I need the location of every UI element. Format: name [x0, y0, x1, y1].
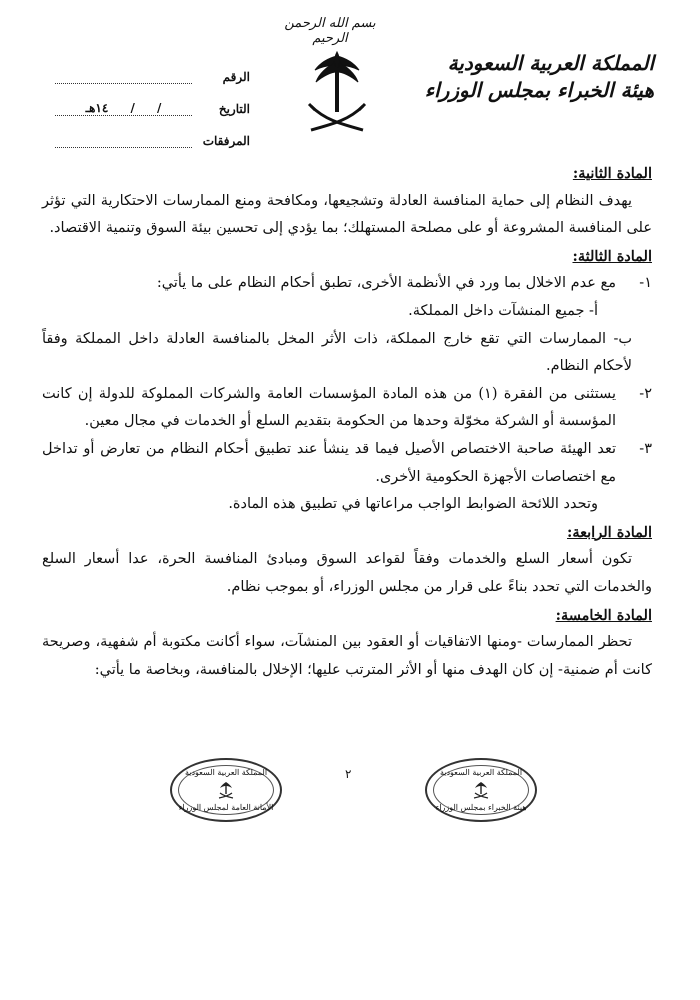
article-3-item-1-a: أ- جميع المنشآت داخل المملكة. [408, 302, 598, 319]
attachments-row [55, 116, 250, 148]
palm-and-swords-icon [218, 781, 234, 799]
palm-and-swords-icon [473, 781, 489, 799]
official-seal-icon [170, 758, 282, 822]
item-number: ٣- [639, 440, 652, 457]
page-number: ٢ [345, 767, 352, 781]
article-3-closing: وتحدد اللائحة الضوابط الواجب مراعاتها في تطبيق هذه المادة. [228, 496, 598, 513]
date-row [55, 84, 250, 116]
attachments-field [55, 135, 192, 148]
document-body [42, 160, 652, 684]
basmala: بسم الله الرحمن الرحيم [284, 16, 376, 46]
official-seal-icon [425, 758, 537, 822]
article-4-heading: المادة الرابعة: [567, 523, 652, 541]
date-placeholder: / / ١٤هـ [85, 101, 162, 115]
kingdom-name: المملكة العربية السعودية [447, 51, 654, 75]
issuer-block [424, 50, 654, 104]
palm-and-swords-icon [307, 48, 367, 136]
reference-row [55, 52, 250, 84]
article-3-item-2 [42, 381, 652, 436]
article-3-item-1 [42, 270, 652, 298]
seal-bottom-text: الأمانة العامة لمجلس الوزراء [178, 803, 274, 812]
article-4-text: تكون أسعار السلع والخدمات وفقاً لقواعد السوق ومبادئ المنافسة الحرة، عدا أسعار السلع والخدمات التي تحدد بناءً على قرار من مجلس الوزراء، أو بموجب نظام. [42, 551, 652, 595]
article-5-text: تحظر الممارسات -ومنها الاتفاقيات أو العقود بين المنشآت، سواء أكانت مكتوبة أم شفهية، وصريحة كانت أم ضمنية- إن كان الهدف منها أو الأثر المترتب عليها؛ الإخلال بالمنافسة، وبخاصة ما يأتي: [42, 634, 652, 678]
item-number: ٢- [639, 385, 652, 402]
article-2-text: يهدف النظام إلى حماية المنافسة العادلة وتشجيعها، ومكافحة ومنع الممارسات الاحتكارية التي تؤثر على المنافسة المشروعة أو على مصلحة المستهلك؛ بما يؤدي إلى تحسين بيئة السوق وتنمية الاقتصاد. [42, 192, 652, 237]
date-field [55, 103, 192, 116]
article-2-heading: المادة الثانية: [572, 165, 652, 182]
attachments-label: المرفقات [202, 134, 250, 148]
article-3-item-1-b: ب- الممارسات التي تقع خارج المملكة، ذات الأثر المخل بالمنافسة العادلة داخل المملكة وفقاً لأحكام النظام. [42, 330, 632, 375]
article-5-heading: المادة الخامسة: [555, 606, 652, 624]
item-number: ١- [639, 275, 652, 292]
item-text: يستثنى من الفقرة (١) من هذه المادة المؤسسات العامة والشركات المملوكة للدولة إن كانت المؤسسة أو الشركة مخوّلة وحدها من الحكومة بتقديم السلع أو الخدمات في مجال معين. [42, 385, 616, 430]
seal-bottom-text: هيئة الخبراء بمجلس الوزراء [435, 803, 527, 812]
seal-top-text: المملكة العربية السعودية [184, 768, 268, 777]
article-3-heading: المادة الثالثة: [572, 247, 652, 265]
item-text: تعد الهيئة صاحبة الاختصاص الأصيل فيما قد ينشأ عند تطبيق أحكام النظام من تعارض أو تداخل مع اختصاصات الأجهزة الحكومية الأخرى. [42, 440, 616, 485]
date-label: التاريخ [218, 102, 250, 116]
reference-block [55, 52, 250, 148]
authority-name: هيئة الخبراء بمجلس الوزراء [424, 78, 654, 102]
article-3-item-3 [42, 436, 652, 491]
seal-top-text: المملكة العربية السعودية [439, 768, 523, 777]
reference-label: الرقم [222, 70, 250, 84]
item-text: مع عدم الاخلال بما ورد في الأنظمة الأخرى، تطبق أحكام النظام على ما يأتي: [156, 275, 616, 292]
reference-field [55, 71, 192, 84]
